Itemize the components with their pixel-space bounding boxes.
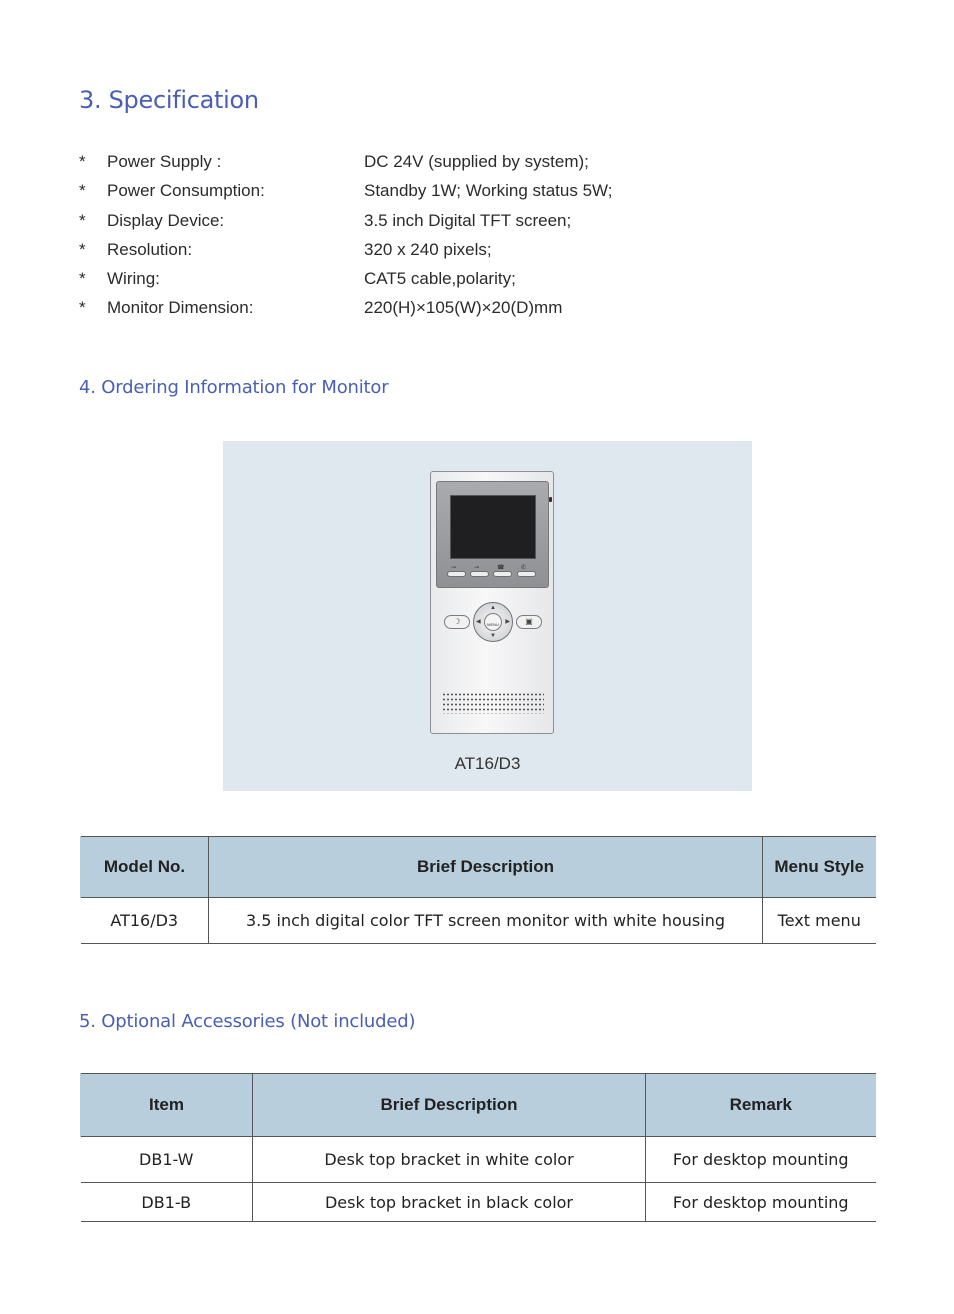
spec-label: Wiring: (107, 269, 160, 289)
header-brief-description: Brief Description (209, 837, 763, 898)
table-row (81, 1183, 876, 1222)
header-remark: Remark (646, 1074, 876, 1137)
bullet: * (79, 239, 86, 259)
spec-value: 220(H)×105(W)×20(D)mm (364, 298, 563, 318)
spec-row-power-supply (79, 150, 779, 179)
spec-row-wiring (79, 267, 779, 296)
table-header-row (81, 1074, 876, 1137)
arrow-down-icon: ▼ (490, 633, 496, 639)
cell-remark: For desktop mounting (646, 1183, 876, 1222)
table-row (81, 898, 876, 944)
bullet: * (79, 298, 86, 318)
cell-remark: For desktop mounting (646, 1137, 876, 1183)
cell-description: Desk top bracket in black color (253, 1183, 646, 1222)
header-model-no: Model No. (81, 837, 209, 898)
bullet: * (79, 152, 86, 171)
ordering-table (80, 836, 876, 944)
tft-screen (450, 495, 536, 559)
call-key-icon: ✆ (517, 571, 536, 577)
unlock2-key-icon: ⊸ (470, 571, 489, 577)
cell-item: DB1-W (81, 1137, 253, 1183)
talk-key-icon: ☎ (493, 571, 512, 577)
bullet: * (79, 269, 86, 289)
specification-list (79, 150, 779, 326)
monitor-product-figure (223, 441, 752, 791)
cell-description: Desk top bracket in white color (253, 1137, 646, 1183)
bullet: * (79, 210, 86, 230)
arrow-up-icon: ▲ (490, 605, 496, 611)
section-4-title: 4. Ordering Information for Monitor (79, 377, 389, 398)
spec-row-display-device (79, 209, 779, 238)
spec-value: 320 x 240 pixels; (364, 239, 492, 259)
spec-label: Resolution: (107, 239, 193, 259)
cell-menu-style: Text menu (763, 898, 876, 944)
dnd-button-icon: ☽ (444, 615, 470, 629)
indicator-led (549, 497, 552, 502)
spec-label: Power Consumption: (107, 181, 265, 201)
monitor-device-illustration (430, 471, 554, 734)
cell-description: 3.5 inch digital color TFT screen monitor with white housing (209, 898, 763, 944)
spec-label: Display Device: (107, 210, 225, 230)
arrow-left-icon: ◀ (476, 619, 481, 625)
spec-value: 3.5 inch Digital TFT screen; (364, 210, 572, 230)
monitor-button-icon: ▣ (516, 615, 542, 629)
spec-row-resolution (79, 238, 779, 267)
cell-item: DB1-B (81, 1183, 253, 1222)
screen-bezel (436, 481, 549, 588)
menu-center-button: MENU (484, 613, 502, 631)
speaker-grille (442, 692, 544, 714)
section-5-title: 5. Optional Accessories (Not included) (79, 1011, 416, 1032)
cell-model: AT16/D3 (81, 898, 209, 944)
section-3-title: 3. Specification (79, 86, 259, 114)
accessories-table (80, 1073, 876, 1222)
spec-value: Standby 1W; Working status 5W; (364, 181, 613, 201)
spec-label: Monitor Dimension: (107, 298, 254, 318)
spec-row-power-consumption (79, 179, 779, 208)
bullet: * (79, 181, 86, 201)
spec-value: DC 24V (supplied by system); (364, 152, 589, 171)
spec-value: CAT5 cable,polarity; (364, 269, 516, 289)
navigation-dpad (473, 602, 513, 642)
spec-row-monitor-dimension (79, 296, 779, 325)
table-row (81, 1137, 876, 1183)
table-header-row (81, 837, 876, 898)
arrow-right-icon: ▶ (505, 619, 510, 625)
unlock-key-icon: ⊸ (447, 571, 466, 577)
figure-caption: AT16/D3 (454, 754, 521, 773)
header-menu-style: Menu Style (763, 837, 876, 898)
header-brief-description: Brief Description (253, 1074, 646, 1137)
header-item: Item (81, 1074, 253, 1137)
spec-label: Power Supply : (107, 152, 222, 171)
